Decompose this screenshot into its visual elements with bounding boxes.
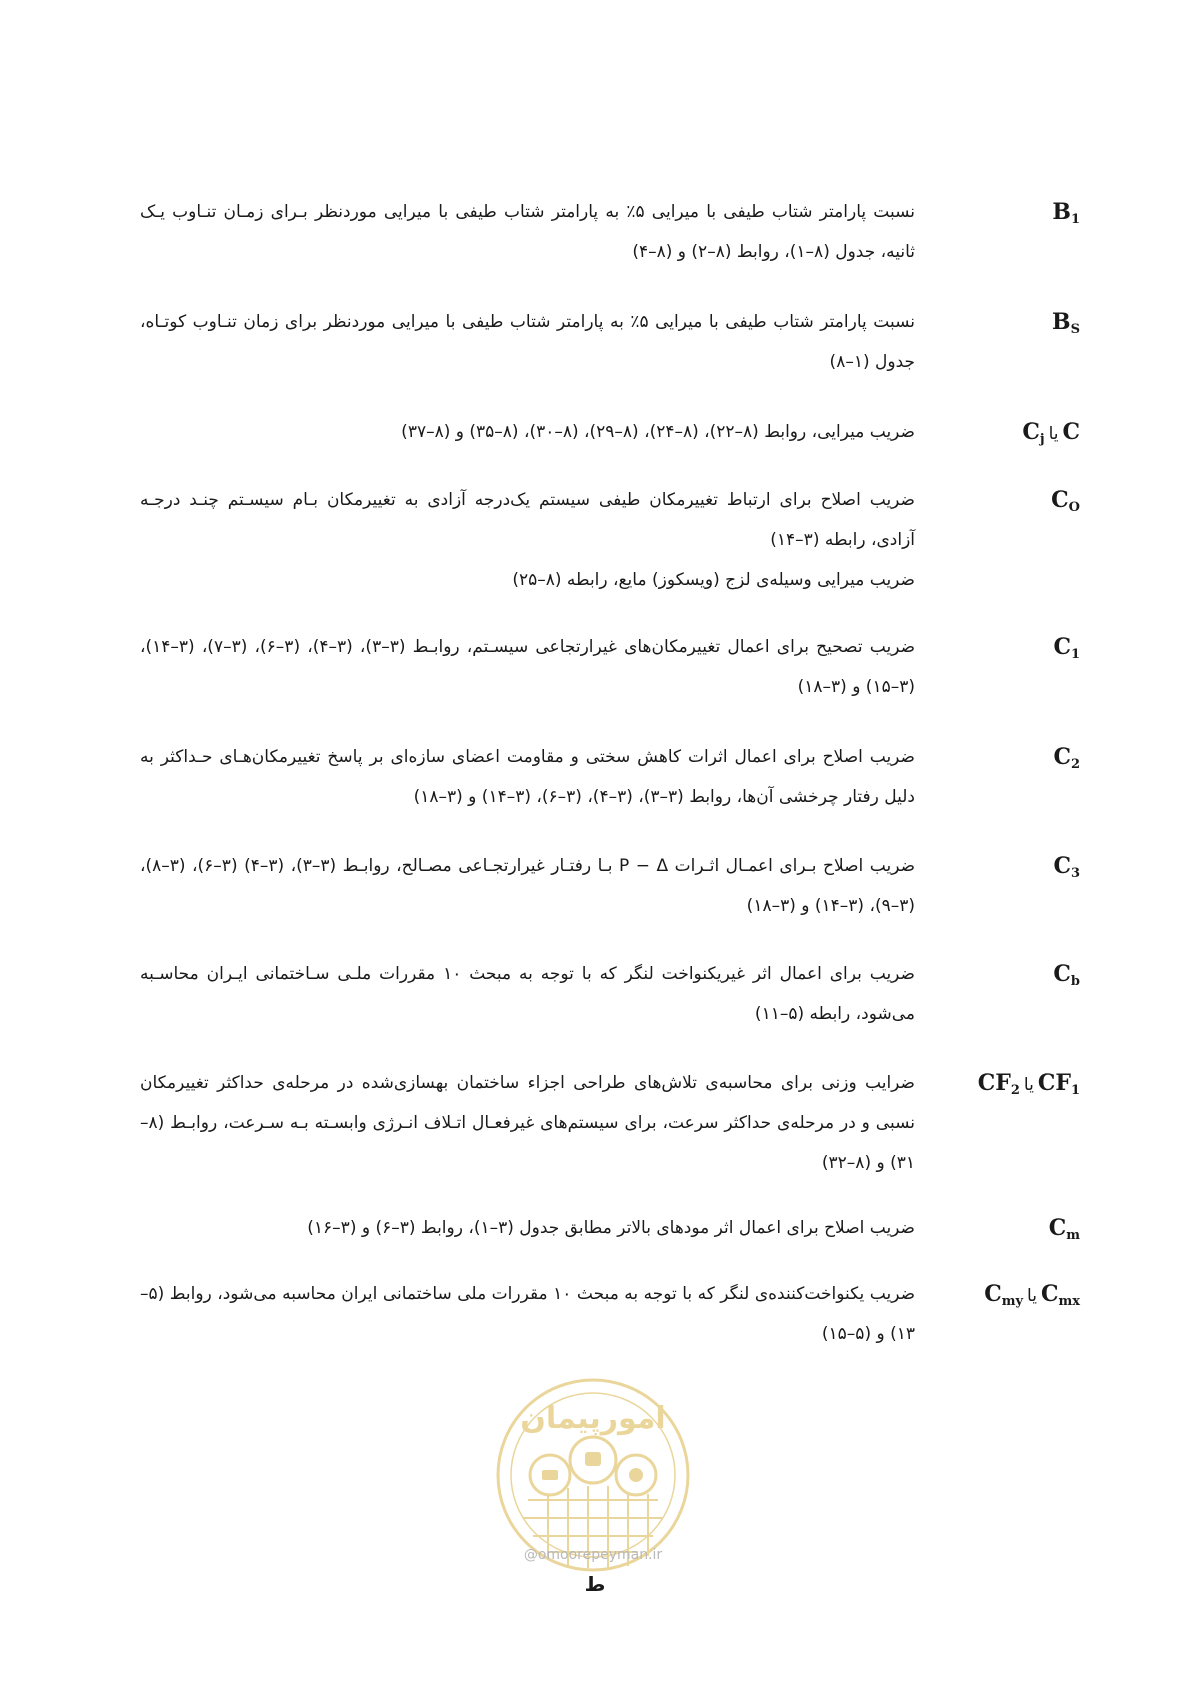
description-text: ضریب اصلاح برای ارتباط تغییرمکان طیفی سیستم یک‌درجه آزادی به تغییرمکان بـام سیسـتم چنـد درجـه آزادی، رابطه (۳–۱۴)	[140, 490, 915, 550]
symbol-letter: C	[1053, 853, 1071, 879]
watermark-logo-text: امورپیمان	[520, 1401, 666, 1436]
description-text: نسبت پارامتر شتاب طیفی با میرایی ۵٪ به پارامتر شتاب طیفی با میرایی موردنظر بـرای زمـان تنـاوب یـک ثانیه، جدول (۸–۱)، روابط (۸–۲) و (۸–۴)	[140, 202, 915, 262]
symbol	[960, 846, 1080, 886]
description-text: ضرایب وزنی برای محاسبه‌ی تلاش‌های طراحی اجزاء ساختمان بهسازی‌شده در مرحله‌ی حداکثر تغییرمکان نسبی و در مرحله‌ی حداکثر سرعت، برای سیستم‌های غیرفعـال اتـلاف انـرژی وابسـته بـه سـرعت، روابـط (۸–۳۱) و (۸–۳۲)	[140, 1073, 915, 1173]
symbol-or: یا	[1023, 1075, 1034, 1095]
symbol-letter: CF	[1037, 1070, 1071, 1096]
symbol-subscript: S	[1070, 322, 1080, 337]
symbol-subscript: 2	[1070, 757, 1080, 772]
symbol-letter: C	[1062, 419, 1080, 445]
symbol	[960, 737, 1080, 777]
description-text: ضریب میرایی وسیله‌ی لزج (ویسکوز) مایع، رابطه (۸–۲۵)	[512, 570, 915, 590]
symbol-subscript: j	[1039, 432, 1045, 447]
symbol	[960, 302, 1080, 342]
symbol-subscript: O	[1068, 500, 1080, 515]
symbol-letter: C	[1022, 419, 1040, 445]
symbol-letter: C	[1048, 1215, 1067, 1241]
symbol-subscript: 3	[1070, 866, 1080, 881]
symbol	[960, 954, 1080, 994]
symbol	[960, 412, 1080, 454]
symbol-letter: C	[1040, 1281, 1059, 1307]
description	[140, 1274, 915, 1354]
symbol-letter: CF	[977, 1070, 1011, 1096]
symbol-letter: B	[1052, 309, 1071, 335]
symbol-subscript: 1	[1070, 647, 1080, 662]
symbol-letter: C	[1051, 487, 1069, 513]
symbol-letter: C	[984, 1281, 1002, 1307]
symbol-subscript: mx	[1058, 1294, 1080, 1309]
symbol	[960, 627, 1080, 667]
symbol-subscript: 1	[1070, 212, 1080, 227]
description	[140, 737, 915, 817]
page-number: ط	[584, 1572, 606, 1596]
symbol-or: یا	[1048, 424, 1059, 444]
symbol	[960, 192, 1080, 232]
description-text: ضریب تصحیح برای اعمال تغییرمکان‌های غیرارتجاعی سیسـتم، روابـط (۳–۳)، (۳–۴)، (۳–۶)، (۳–۷)، (۳–۱۴)، (۳–۱۵) و (۳–۱۸)	[140, 637, 916, 697]
description	[140, 954, 915, 1034]
symbol	[960, 1274, 1080, 1316]
symbol-subscript: m	[1066, 1228, 1080, 1243]
watermark-site: @omoorepeyman.ir	[523, 1547, 663, 1563]
description	[140, 192, 915, 272]
symbol-letter: B	[1052, 199, 1071, 225]
symbol-subscript: 2	[1010, 1083, 1020, 1098]
description	[140, 846, 915, 926]
symbol-subscript: my	[1001, 1294, 1024, 1309]
symbol-letter: C	[1053, 961, 1071, 987]
description	[140, 480, 915, 600]
symbol	[960, 1063, 1080, 1105]
description-text: ضریب میرایی، روابط (۸–۲۲)، (۸–۲۴)، (۸–۲۹)، (۸–۳۰)، (۸–۳۵) و (۸–۳۷)	[401, 422, 915, 442]
symbol	[960, 1208, 1080, 1248]
description	[140, 1063, 915, 1183]
description-text: ضریب اصلاح برای اعمال اثر مودهای بالاتر مطابق جدول (۳–۱)، روابط (۳–۶) و (۳–۱۶)	[307, 1218, 915, 1238]
symbol-letter: C	[1053, 634, 1071, 660]
description	[140, 1208, 915, 1248]
symbol-or: یا	[1027, 1286, 1037, 1306]
description	[140, 412, 915, 452]
symbol	[960, 480, 1080, 520]
description	[140, 302, 915, 382]
description-text: ضریب اصلاح برای اعمال اثرات کاهش سختی و مقاومت اعضای سازه‌ای بر پاسخ تغییرمکان‌هـای حـداکثر به دلیل رفتار چرخشی آن‌ها، روابط (۳–۳)، (۳–۴)، (۳–۶)، (۳–۱۴) و (۳–۱۸)	[140, 747, 915, 807]
symbol-subscript: 1	[1070, 1083, 1080, 1098]
symbol-subscript: b	[1070, 974, 1080, 989]
description	[140, 627, 915, 707]
description-text: ضریب یکنواخت‌کننده‌ی لنگر که با توجه به مبحث ۱۰ مقررات ملی ساختمانی ایران محاسبه می‌شود، روابط (۵–۱۳) و (۵–۱۵)	[140, 1284, 916, 1344]
description-text: ضریب اصلاح بـرای اعمـال اثـرات P − Δ بـا رفتـار غیرارتجـاعی مصـالح، روابـط (۳–۳)، (۳–۴) (۳–۶)، (۳–۸)، (۳–۹)، (۳–۱۴) و (۳–۱۸)	[140, 856, 916, 916]
symbol-letter: C	[1053, 744, 1071, 770]
description-text: نسبت پارامتر شتاب طیفی با میرایی ۵٪ به پارامتر شتاب طیفی با میرایی موردنظر برای زمان تنـاوب کوتـاه، جدول (۱–۸)	[140, 312, 915, 372]
description-text: ضریب برای اعمال اثر غیریکنواخت لنگر که با توجه به مبحث ۱۰ مقررات ملـی سـاختمانی ایـران محاسـبه می‌شود، رابطه (۵–۱۱)	[140, 964, 915, 1024]
